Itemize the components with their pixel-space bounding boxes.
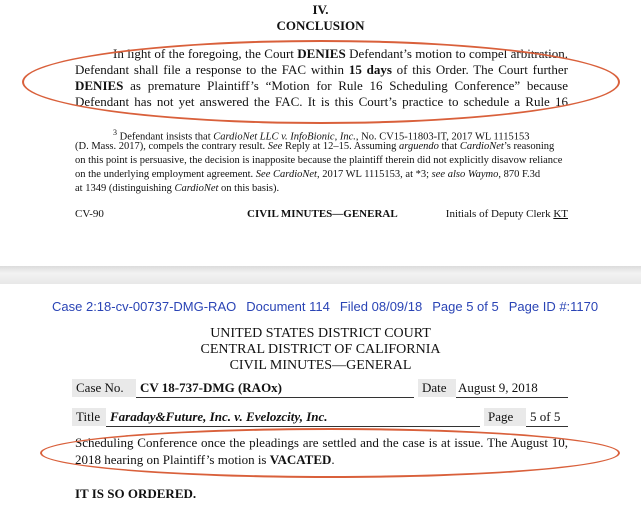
case-no-label: Case No. bbox=[72, 379, 136, 397]
court-district: CENTRAL DISTRICT OF CALIFORNIA bbox=[200, 342, 441, 357]
title-label: Title bbox=[72, 408, 106, 426]
page-break bbox=[0, 266, 641, 284]
text-line: Defendant shall file a response to the FAC within 15 days of this Order. The Court further bbox=[75, 62, 568, 77]
conclusion-paragraph bbox=[75, 46, 568, 110]
case-no-underline bbox=[136, 397, 414, 398]
document-page-lower bbox=[0, 284, 641, 515]
page-underline bbox=[526, 426, 568, 427]
initials-value: KT bbox=[553, 208, 568, 220]
initials-label: Initials of Deputy Clerk bbox=[445, 208, 554, 220]
court-name: UNITED STATES DISTRICT COURT bbox=[210, 326, 431, 341]
so-ordered: IT IS SO ORDERED. bbox=[75, 486, 197, 501]
text-line: Defendant has not yet answered the FAC. It is this Court’s practice to schedule a Rule 16 bbox=[75, 94, 568, 109]
page-count: Page 5 of 5 bbox=[432, 299, 499, 314]
document-number: Document 114 bbox=[246, 299, 330, 314]
text-line: on the underlying employment agreement. See CardioNet, 2017 WL 1115153, at *3; see also Waymo, 870 F.3d bbox=[75, 169, 541, 180]
text-line: on this point is persuasive, the decision is inapposite because the plaintiff therein did not explicitly disavow reliance bbox=[75, 155, 563, 166]
text-line: 2018 hearing on Plaintiff’s motion is VACATED. bbox=[75, 452, 335, 467]
date-value: August 9, 2018 bbox=[458, 380, 538, 395]
text-line: (D. Mass. 2017), compels the contrary result. See Reply at 12–15. Assuming arguendo that CardioNet’s reasoning bbox=[75, 141, 555, 152]
case-title: Faraday&Future, Inc. v. Evelozcity, Inc. bbox=[110, 409, 328, 424]
page-value: 5 of 5 bbox=[530, 409, 561, 424]
text-line: Scheduling Conference once the pleadings are settled and the case is at issue. The August 10, bbox=[75, 435, 568, 450]
page-id: Page ID #:1170 bbox=[508, 299, 599, 314]
date-label: Date bbox=[418, 379, 456, 397]
deputy-clerk-initials bbox=[446, 208, 568, 220]
minutes-type: CIVIL MINUTES—GENERAL bbox=[229, 358, 412, 373]
section-title: CONCLUSION bbox=[276, 18, 365, 33]
page-label: Page bbox=[484, 408, 526, 426]
date-underline bbox=[456, 397, 568, 398]
form-number: CV-90 bbox=[75, 208, 104, 220]
continued-paragraph bbox=[75, 434, 568, 468]
footer-title: CIVIL MINUTES—GENERAL bbox=[247, 208, 398, 220]
title-underline bbox=[106, 426, 480, 427]
case-number-header: Case 2:18-cv-00737-DMG-RAO bbox=[52, 299, 237, 314]
ecf-header bbox=[52, 299, 608, 314]
text-line: DENIES as premature Plaintiff’s “Motion for Rule 16 Scheduling Conference” because bbox=[75, 78, 568, 93]
text-line: In light of the foregoing, the Court DENIES Defendant’s motion to compel arbitration. bbox=[113, 46, 568, 61]
text-line: at 1349 (distinguishing CardioNet on this basis). bbox=[75, 183, 280, 194]
footnote-3 bbox=[75, 126, 568, 196]
filed-date: Filed 08/09/18 bbox=[339, 299, 423, 314]
section-number: IV. bbox=[312, 2, 329, 17]
text-line: $^3$ Defendant insists that CardioNet LLC v. InfoBionic, Inc., No. CV15-11803-IT, 2017 WL 1115153 bbox=[113, 128, 530, 143]
case-no-value: CV 18-737-DMG (RAOx) bbox=[140, 380, 283, 395]
